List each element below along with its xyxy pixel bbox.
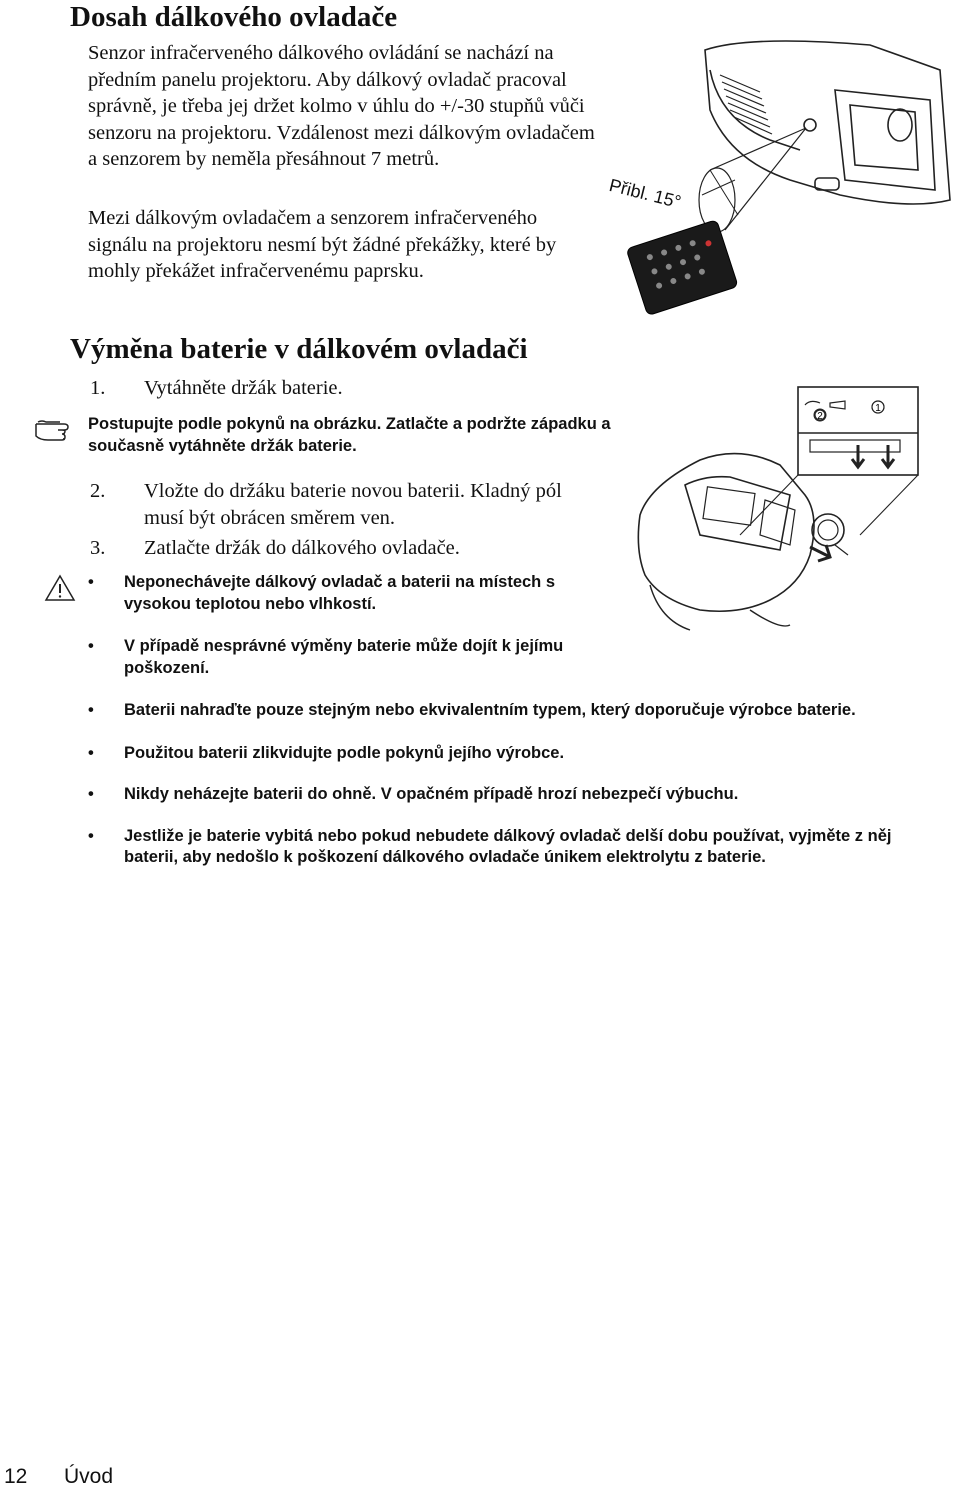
note-text: Postupujte podle pokynů na obrázku. Zatlačte a podržte západku a současně vytáhněte držák baterie.: [88, 415, 611, 455]
warning-item: • Použitou baterii zlikvidujte podle pokynů jejího výrobce.: [88, 743, 928, 765]
footer-section: Úvod: [64, 1465, 114, 1488]
warning-item: • Nikdy neházejte baterii do ohně. V opačném případě hrozí nebezpečí výbuchu.: [88, 784, 928, 806]
bullet: •: [88, 701, 94, 719]
callout-2: 2: [817, 411, 823, 422]
warning-item: • Neponechávejte dálkový ovladač a baterii na místech s vysokou teplotou nebo vlhkostí.: [88, 573, 556, 613]
bullet: •: [88, 743, 94, 762]
step-text: Vytáhněte držák baterie.: [144, 377, 343, 399]
warning-item: • Jestliže je baterie vybitá nebo pokud nebudete dálkový ovladač delší dobu používat, vyjměte z něj baterii, aby nedošlo k poškození dálkového ovladače únikem elektrolytu z baterie.: [88, 826, 892, 866]
hand-pointer-icon: [34, 416, 80, 442]
warning-item: • V případě nesprávné výměny baterie může dojít k jejímu poškození.: [88, 637, 564, 677]
callout-1: 1: [875, 403, 881, 414]
bullet: •: [88, 785, 94, 803]
step-number: 3.: [90, 537, 106, 559]
section-title-battery-replacement: Výměna baterie v dálkovém ovladači: [70, 333, 528, 365]
section-title-remote-range: Dosah dálkového ovladače: [70, 1, 398, 33]
page-number: 12: [4, 1465, 28, 1488]
bullet: •: [88, 573, 94, 591]
bullet: •: [88, 637, 94, 655]
remote-range-paragraph-1: Senzor infračerveného dálkového ovládání se nachází na předním panelu projektoru. Aby dálkový ovladač pracoval správně, je třeba jej držet kolmo v úhlu do +/-30 stupňů vůči senzoru na projektoru. Vzdálenost mezi dálkovým ovladačem a senzorem by neměla přesáhnout 7 metrů.: [88, 42, 595, 170]
remote-range-paragraph-2: Mezi dálkovým ovladačem a senzorem infračerveného signálu na projektoru nesmí být žádné překážky, které by mohly překážet infračervenému paprsku.: [88, 207, 557, 282]
step-number: 2.: [90, 480, 106, 502]
step-text: Vložte do držáku baterie novou baterii. Kladný pól musí být obrácen směrem ven.: [144, 480, 562, 529]
range-angle-label: Přibl. 15°: [607, 175, 684, 213]
step-text: Zatlačte držák do dálkového ovladače.: [144, 537, 460, 559]
step-number: 1.: [90, 377, 106, 399]
warning-triangle-icon: [44, 574, 76, 602]
warning-item: • Baterii nahraďte pouze stejným nebo ekvivalentním typem, který doporučuje výrobce baterie.: [88, 700, 928, 722]
bullet: •: [88, 826, 94, 845]
warning-list: [88, 572, 928, 869]
